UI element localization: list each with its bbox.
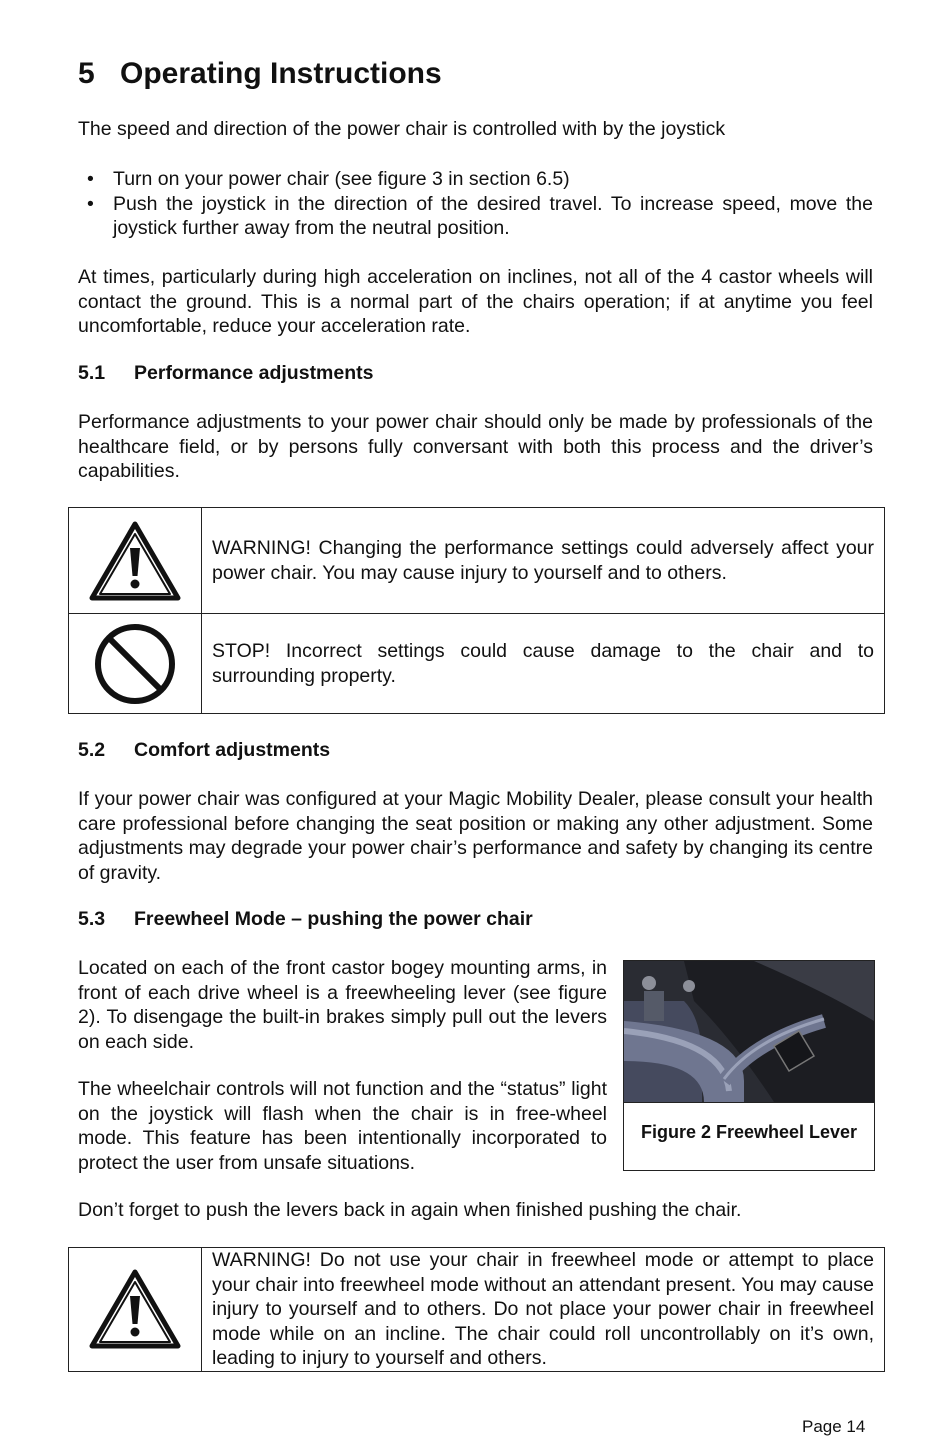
warning-triangle-icon [87, 518, 183, 604]
performance-paragraph: Performance adjustments to your power chair should only be made by professionals of the healthcare field, or by persons fully conversant with both this process and the driver’s capabilities. [78, 411, 873, 482]
prohibition-icon [92, 621, 178, 707]
warning-text: WARNING! Changing the performance settings could adversely affect your power chair. You may cause injury to yourself and to others. [202, 508, 885, 614]
subsection-heading-5-3 [78, 907, 533, 931]
subsection-title: Comfort adjustments [134, 739, 331, 761]
subsection-number: 5.3 [78, 908, 106, 930]
figure-caption: Figure 2 Freewheel Lever [624, 1102, 874, 1170]
warning-row [69, 508, 885, 614]
section-heading [78, 56, 442, 92]
freewheel-lever-photo [624, 961, 874, 1102]
freewheel-warning-table [68, 1247, 885, 1372]
warning-text: STOP! Incorrect settings could cause damage to the chair and to surrounding property. [202, 614, 885, 714]
warning-icon-cell [69, 1248, 202, 1372]
comfort-paragraph: If your power chair was configured at your Magic Mobility Dealer, please consult your health care professional before changing the seat position or making any other adjustment. Some adjustments may degrade your power chair’s performance and safety by changing its centre of gravity. [78, 788, 873, 884]
section-title: Operating Instructions [120, 57, 442, 90]
instruction-list [78, 167, 873, 241]
list-item-text: Turn on your power chair (see figure 3 in section 6.5) [113, 168, 570, 190]
subsection-heading-5-1 [78, 361, 374, 385]
section-number: 5 [78, 57, 95, 90]
warning-row [69, 614, 885, 714]
subsection-title: Performance adjustments [134, 362, 374, 384]
bullet-glyph: • [87, 168, 94, 190]
warning-text: WARNING! Do not use your chair in freewheel mode or attempt to place your chair into freewheel mode without an attendant present. You may cause injury to yourself and to others. Do not place your power chair in freewheel mode while on an incline. The chair could roll uncontrollably on it’s own, leading to injury to yourself and others. [202, 1248, 885, 1372]
subsection-heading-5-2 [78, 738, 330, 762]
warning-row [69, 1248, 885, 1372]
performance-warnings-table [68, 507, 885, 714]
subsection-number: 5.1 [78, 362, 106, 384]
freewheel-lever-illustration [624, 961, 874, 1102]
subsection-title: Freewheel Mode – pushing the power chair [134, 908, 533, 930]
freewheel-paragraph-2: The wheelchair controls will not function and the “status” light on the joystick will flash when the chair is in free-wheel mode. This feature has been intentionally incorporated to protect the user from unsafe situations. [78, 1078, 607, 1174]
bullet-glyph: • [87, 192, 94, 215]
castor-paragraph: At times, particularly during high acceleration on inclines, not all of the 4 castor wheels will contact the ground. This is a normal part of the chairs operation; if at anytime you feel uncomfortable, reduce your acceleration rate. [78, 266, 873, 337]
list-item-text: Push the joystick in the direction of the desired travel. To increase speed, move the joystick further away from the neutral position. [113, 192, 873, 239]
warning-icon-cell [69, 614, 202, 714]
freewheel-paragraph-3: Don’t forget to push the levers back in again when finished pushing the chair. [78, 1199, 742, 1221]
warning-icon-cell [69, 508, 202, 614]
warning-triangle-icon [87, 1266, 183, 1352]
page-number: Page 14 [802, 1417, 866, 1436]
subsection-number: 5.2 [78, 739, 106, 761]
list-item [78, 192, 873, 241]
list-item [78, 167, 873, 192]
freewheel-paragraph-1: Located on each of the front castor bogey mounting arms, in front of each drive wheel is a freewheeling lever (see figure 2). To disengage the built-in brakes simply pull out the levers on each side. [78, 957, 607, 1053]
intro-paragraph: The speed and direction of the power chair is controlled with by the joystick [78, 118, 726, 140]
figure-2 [623, 960, 875, 1171]
